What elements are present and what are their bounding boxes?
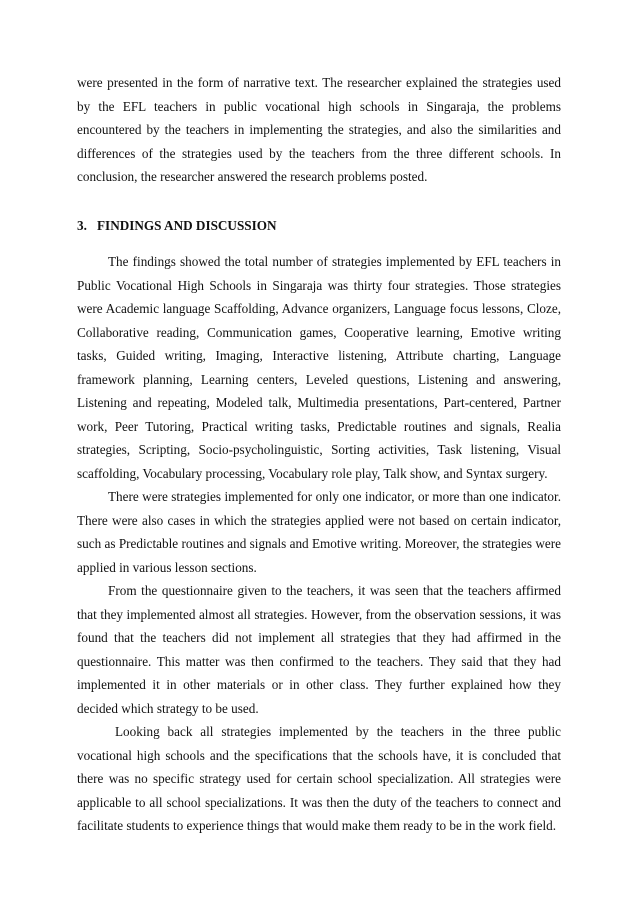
section-heading <box>77 214 561 238</box>
findings-paragraph-4: Looking back all strategies implemented by the teachers in the three public vocational high schools and the specifications that the schools have, it is concluded that there was no specific strategy used for certain school specialization. All strategies were applicable to all school specializations. It was then the duty of the teachers to connect and facilitate students to experience things that would make them ready to be in the work field. <box>77 724 561 833</box>
document-page <box>77 71 561 838</box>
section-title: FINDINGS AND DISCUSSION <box>97 217 277 233</box>
findings-paragraph-2: There were strategies implemented for only one indicator, or more than one indicator. There were also cases in which the strategies applied were not based on certain indicator, such as Predictable routines and signals and Emotive writing. Moreover, the strategies were applied in various lesson sections. <box>77 489 561 575</box>
intro-paragraph: were presented in the form of narrative text. The researcher explained the strategies used by the EFL teachers in public vocational high schools in Singaraja, the problems encountered by the teachers in implementing the strategies, and also the similarities and differences of the strategies used by the teachers from the three different schools. In conclusion, the researcher answered the research problems posted. <box>77 75 561 184</box>
findings-paragraph-3: From the questionnaire given to the teachers, it was seen that the teachers affirmed that they implemented almost all strategies. However, from the observation sessions, it was found that the teachers did not implement all strategies that they had affirmed in the questionnaire. This matter was then confirmed to the teachers. They said that they had implemented it in other materials or in other class. They further explained how they decided which strategy to be used. <box>77 583 561 716</box>
section-number: 3. <box>77 217 87 233</box>
findings-paragraph-1: The findings showed the total number of strategies implemented by EFL teachers in Public Vocational High Schools in Singaraja was thirty four strategies. Those strategies were Academic language Scaffolding, Advance organizers, Language focus lessons, Cloze, Collaborative reading, Communication games, Cooperative learning, Emotive writing tasks, Guided writing, Imaging, Interactive listening, Attribute charting, Language framework planning, Learning centers, Leveled questions, Listening and answering, Listening and repeating, Modeled talk, Multimedia presentations, Part-centered, Partner work, Peer Tutoring, Practical writing tasks, Predictable routines and signals, Realia strategies, Scripting, Socio-psycholinguistic, Sorting activities, Task listening, Visual scaffolding, Vocabulary processing, Vocabulary role play, Talk show, and Syntax surgery. <box>77 254 561 481</box>
